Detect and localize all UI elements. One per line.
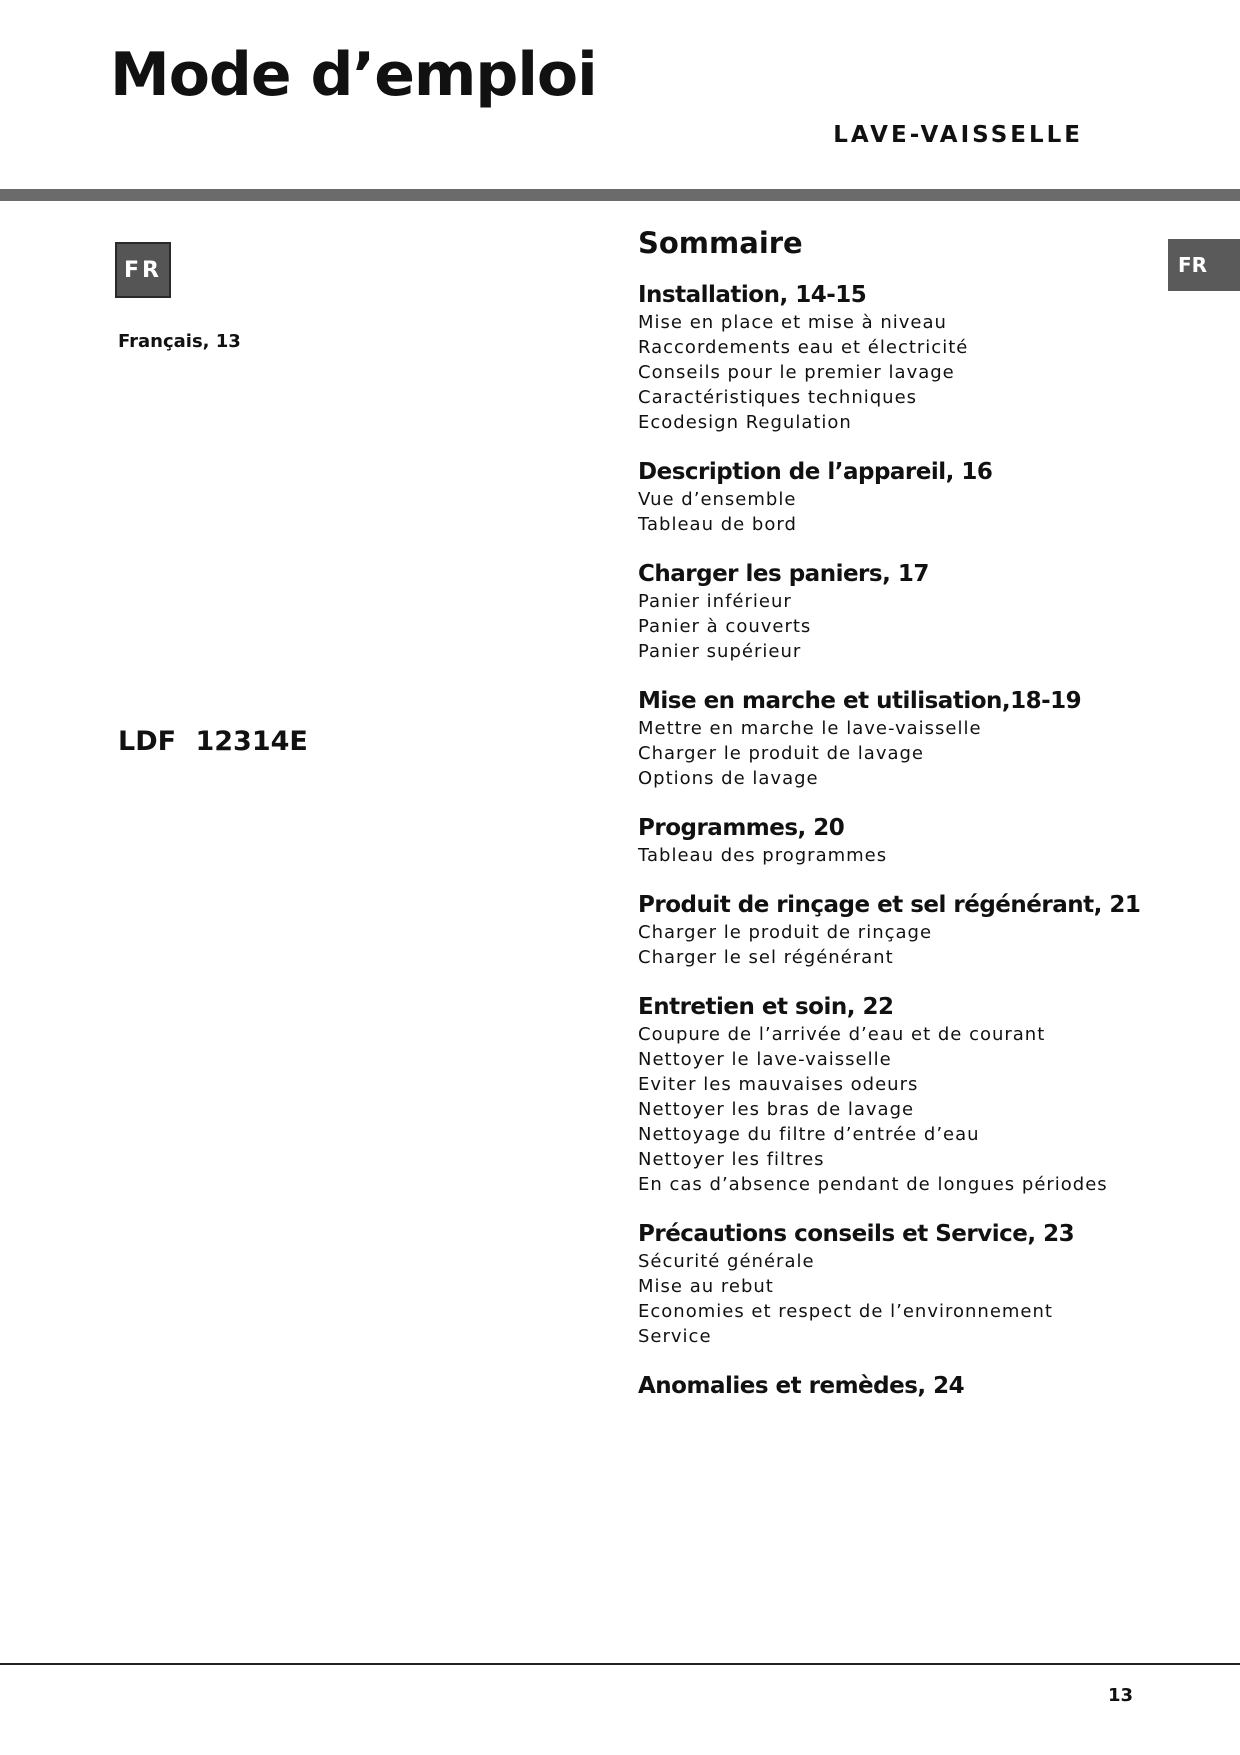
toc-item: Options de lavage [638, 768, 819, 789]
toc-item: Ecodesign Regulation [638, 412, 852, 433]
toc-section [638, 280, 1198, 435]
page-number: 13 [1107, 1685, 1133, 1706]
toc-heading: Sommaire [638, 226, 803, 260]
footer-divider [0, 1663, 1240, 1665]
page-title: Mode d’emploi [110, 40, 597, 110]
toc-item: Sécurité générale [638, 1251, 815, 1272]
toc-section-title: Installation, 14-15 [638, 282, 867, 308]
toc-section [638, 813, 1198, 868]
toc-item: Charger le produit de lavage [638, 743, 925, 764]
toc-item: Nettoyer le lave-vaisselle [638, 1049, 892, 1070]
toc-item: Mettre en marche le lave-vaisselle [638, 718, 982, 739]
toc-section [638, 992, 1198, 1197]
toc-item: En cas d’absence pendant de longues périodes [638, 1174, 1108, 1195]
toc-section [638, 890, 1198, 970]
language-tab: FR [1168, 239, 1240, 291]
toc-item: Vue d’ensemble [638, 489, 797, 510]
toc-section-title: Charger les paniers, 17 [638, 561, 929, 587]
toc-section [638, 457, 1198, 537]
header-divider [0, 189, 1240, 201]
toc-section-title: Anomalies et remèdes, 24 [638, 1373, 965, 1399]
toc-section-title: Mise en marche et utilisation,18-19 [638, 688, 1082, 714]
toc-item: Eviter les mauvaises odeurs [638, 1074, 919, 1095]
toc-item: Economies et respect de l’environnement [638, 1301, 1053, 1322]
toc-item: Nettoyage du filtre d’entrée d’eau [638, 1124, 980, 1145]
toc-item: Conseils pour le premier lavage [638, 362, 955, 383]
language-index: Français, 13 [118, 331, 241, 352]
toc-item: Charger le sel régénérant [638, 947, 894, 968]
toc-item: Caractéristiques techniques [638, 387, 918, 408]
toc-item: Panier supérieur [638, 641, 802, 662]
toc-sections [638, 280, 1198, 1401]
toc-section-title: Programmes, 20 [638, 815, 845, 841]
toc-section-title: Précautions conseils et Service, 23 [638, 1221, 1075, 1247]
toc-item: Tableau des programmes [638, 845, 888, 866]
toc-section-title: Description de l’appareil, 16 [638, 459, 993, 485]
toc-item: Tableau de bord [638, 514, 797, 535]
toc-item: Nettoyer les bras de lavage [638, 1099, 915, 1120]
toc-item: Mise en place et mise à niveau [638, 312, 947, 333]
toc-section [638, 686, 1198, 791]
toc-section [638, 1219, 1198, 1349]
toc-item: Charger le produit de rinçage [638, 922, 933, 943]
toc-item: Panier inférieur [638, 591, 792, 612]
toc-item: Coupure de l’arrivée d’eau et de courant [638, 1024, 1046, 1045]
toc-item: Nettoyer les filtres [638, 1149, 825, 1170]
document-type: LAVE-VAISSELLE [833, 122, 1083, 148]
model-number: LDF 12314E [118, 726, 308, 757]
toc-section-title: Produit de rinçage et sel régénérant, 21 [638, 892, 1141, 918]
toc-item: Panier à couverts [638, 616, 812, 637]
toc-section-title: Entretien et soin, 22 [638, 994, 894, 1020]
toc-section [638, 1371, 1198, 1401]
toc-section [638, 559, 1198, 664]
toc-item: Raccordements eau et électricité [638, 337, 969, 358]
toc-item: Service [638, 1326, 712, 1347]
language-badge: FR [115, 242, 171, 298]
toc-item: Mise au rebut [638, 1276, 774, 1297]
table-of-contents [638, 226, 1198, 1423]
